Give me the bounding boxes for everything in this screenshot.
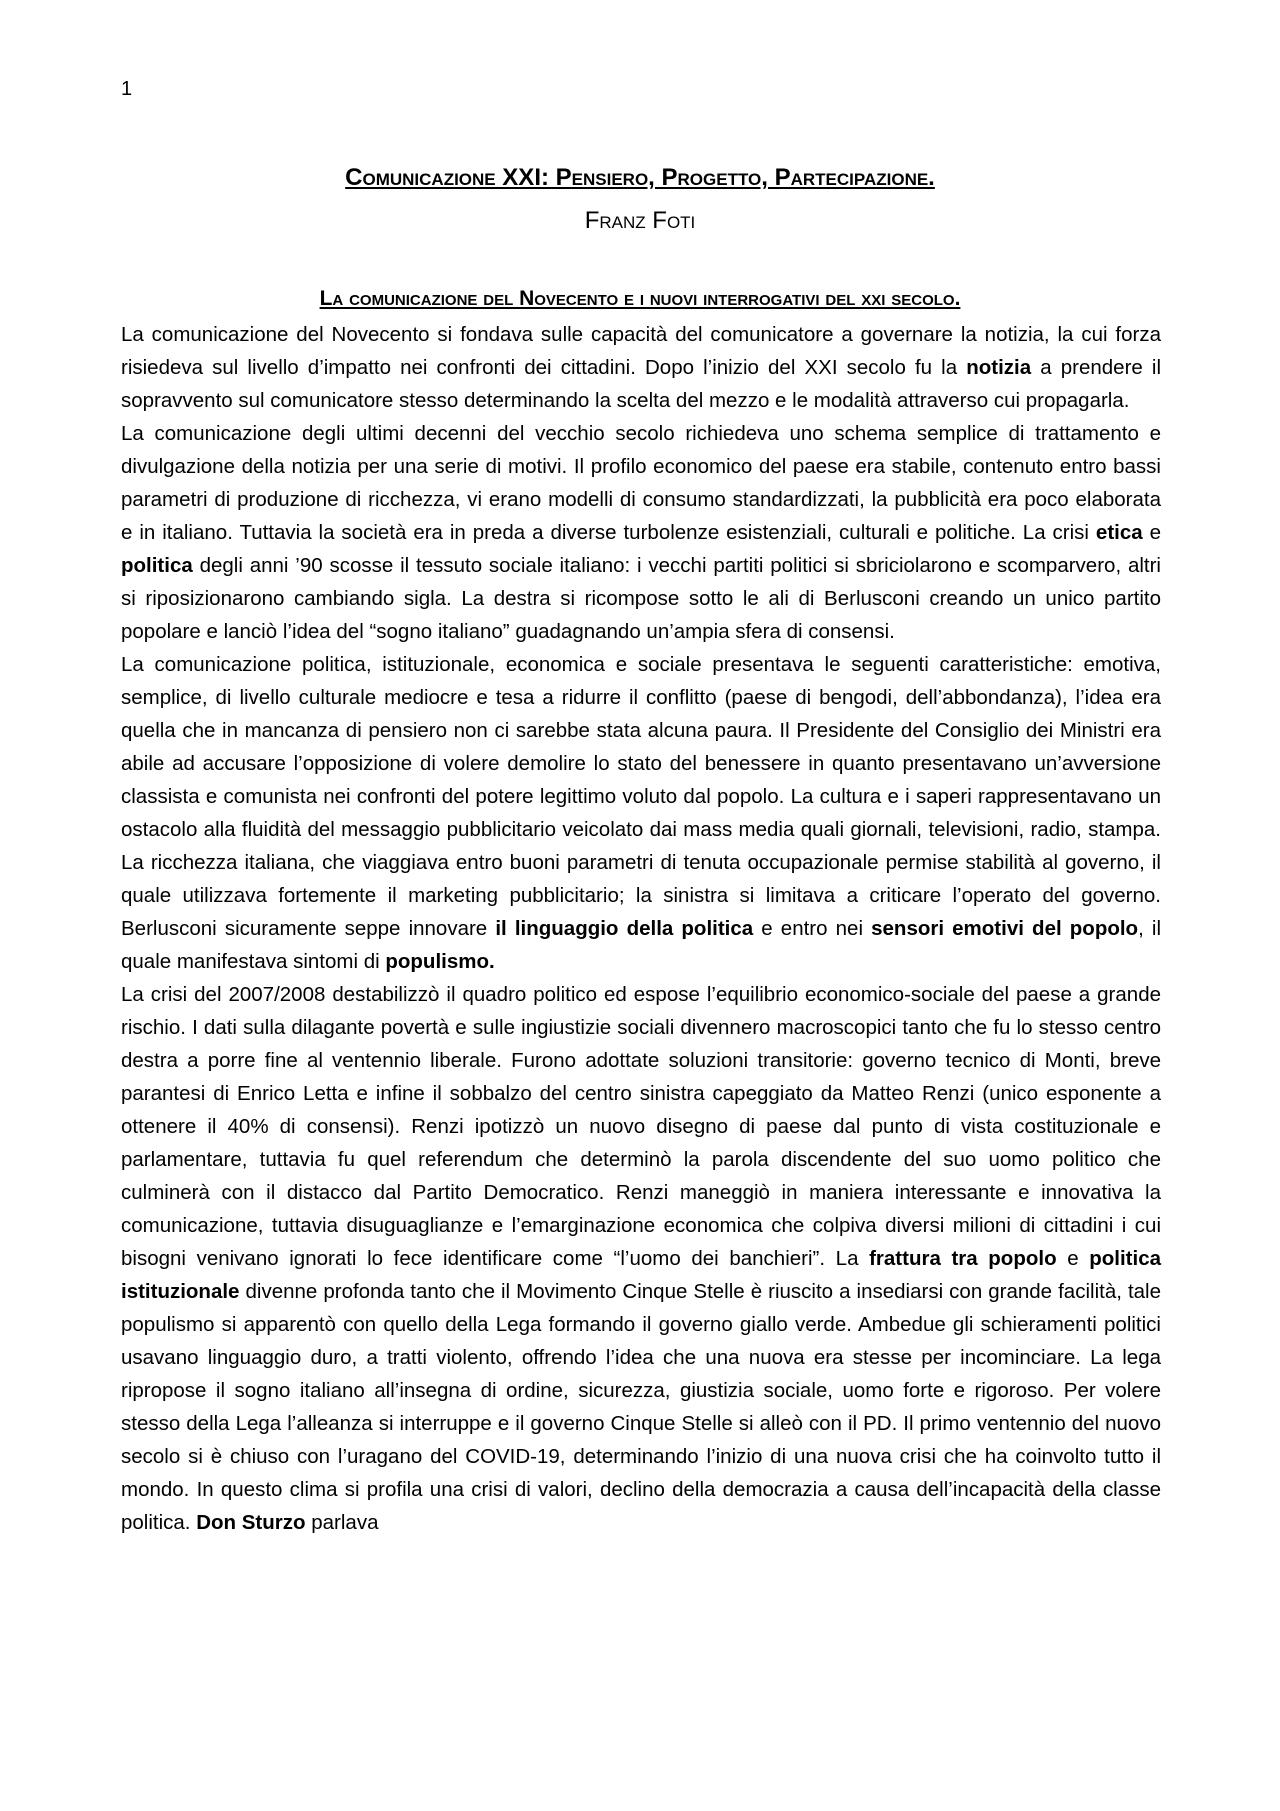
body-text (121, 318, 1161, 1539)
page-number: 1 (121, 78, 133, 100)
text-run: La crisi del 2007/2008 destabilizzò il quadro politico ed espose l’equilibrio economico-sociale del paese a grande rischio. I dati sulla dilagante povertà e sulle ingiustizie sociali divennero macroscopici tanto che fu lo stesso centro destra a porre fine al ventennio liberale. Furono adottate soluzioni transitorie: governo tecnico di Monti, breve parantesi di Enrico Letta e infine il sobbalzo del centro sinistra capeggiato da Matteo Renzi (unico esponente a ottenere il 40% di consensi). Renzi ipotizzò un nuovo disegno di paese dal punto di vista costituzionale e parlamentare, tuttavia fu quel referendum che determinò la parola discendente del suo uomo politico che culminerà con il distacco dal Partito Democratico. Renzi maneggiò in maniera interessante e innovativa la comunicazione, tuttavia disuguaglianze e l’emarginazione economica che colpiva diversi milioni di cittadini i cui bisogni venivano ignorati lo fece identificare come “l’uomo dei banchieri”. La (121, 983, 1161, 1270)
text-run: a prendere il sopravvento sul comunicatore stesso determinando la scelta del mezzo e le modalità attraverso cui propagarla. (121, 356, 1161, 412)
author-name: Franz Foti (584, 207, 696, 234)
text-run: e (1142, 521, 1161, 544)
text-run: , il quale manifestava sintomi di (121, 917, 1162, 973)
paragraph (121, 978, 1161, 1539)
bold-text: populismo. (385, 950, 495, 973)
bold-text: Don Sturzo (196, 1511, 306, 1534)
paragraph (121, 648, 1161, 978)
paragraph (121, 417, 1161, 648)
bold-text: il linguaggio della politica (495, 917, 754, 940)
bold-text: sensori emotivi del popolo (871, 917, 1139, 940)
text-run: e (1056, 1247, 1090, 1270)
text-run: degli anni ’90 scosse il tessuto sociale italiano: i vecchi partiti politici si sbriciolarono e scomparvero, altri si riposizionarono cambiando sigla. La destra si ricompose sotto le ali di Berlusconi creando un unico partito popolare e lanciò l’idea del “sogno italiano” guadagnando un’ampia sfera di consensi. (121, 554, 1161, 643)
bold-text: frattura tra popolo (869, 1247, 1057, 1270)
text-run: La comunicazione del Novecento si fondava sulle capacità del comunicatore a governare la notizia, la cui forza risiedeva sul livello d’impatto nei confronti dei cittadini. Dopo l’inizio del XXI secolo fu la (121, 323, 1161, 379)
bold-text: etica (1095, 521, 1143, 544)
document-title: Comunicazione XXI: Pensiero, Progetto, Partecipazione. (345, 164, 935, 191)
text-run: divenne profonda tanto che il Movimento Cinque Stelle è riuscito a insediarsi con grande facilità, tale populismo si apparentò con quello della Lega formando il governo giallo verde. Ambedue gli schieramenti politici usavano linguaggio duro, a tratti violento, offrendo l’idea che una nuova era stesse per incominciare. La lega ripropose il sogno italiano all’insegna di ordine, sicurezza, giustizia sociale, uomo forte e rigoroso. Per volere stesso della Lega l’alleanza si interruppe e il governo Cinque Stelle si alleò con il PD. Il primo ventennio del nuovo secolo si è chiuso con l’uragano del COVID-19, determinando l’inizio di una nuova crisi che ha coinvolto tutto il mondo. In questo clima si profila una crisi di valori, declino della democrazia a causa dell’incapacità della classe politica. (121, 1280, 1161, 1534)
bold-text: politica (121, 554, 193, 577)
bold-text: notizia (966, 356, 1032, 379)
text-run: La comunicazione degli ultimi decenni del vecchio secolo richiedeva uno schema semplice di trattamento e divulgazione della notizia per una serie di motivi. Il profilo economico del paese era stabile, contenuto entro bassi parametri di produzione di ricchezza, vi erano modelli di consumo standardizzati, la pubblicità era poco elaborata e in italiano. Tuttavia la società era in preda a diverse turbolenze esistenziali, culturali e politiche. La crisi (121, 422, 1161, 544)
text-run: parlava (305, 1511, 379, 1534)
paragraph (121, 318, 1161, 417)
bold-text: politica istituzionale (121, 1247, 1162, 1303)
text-run: e entro nei (753, 917, 872, 940)
section-title: La comunicazione del Novecento e i nuovi interrogativi del xxi secolo. (319, 287, 961, 310)
text-run: La comunicazione politica, istituzionale, economica e sociale presentava le seguenti caratteristiche: emotiva, semplice, di livello culturale mediocre e tesa a ridurre il conflitto (paese di bengodi, dell’abbondanza), l’idea era quella che in mancanza di pensiero non ci sarebbe stata alcuna paura. Il Presidente del Consiglio dei Ministri era abile ad accusare l’opposizione di volere demolire lo stato del benessere in quanto presentavano un’avversione classista e comunista nei confronti del potere legittimo voluto dal popolo. La cultura e i saperi rappresentavano un ostacolo alla fluidità del messaggio pubblicitario veicolato dai mass media quali giornali, televisioni, radio, stampa. La ricchezza italiana, che viaggiava entro buoni parametri di tenuta occupazionale permise stabilità al governo, il quale utilizzava fortemente il marketing pubblicitario; la sinistra si limitava a criticare l’operato del governo. Berlusconi sicuramente seppe innovare (121, 653, 1161, 940)
